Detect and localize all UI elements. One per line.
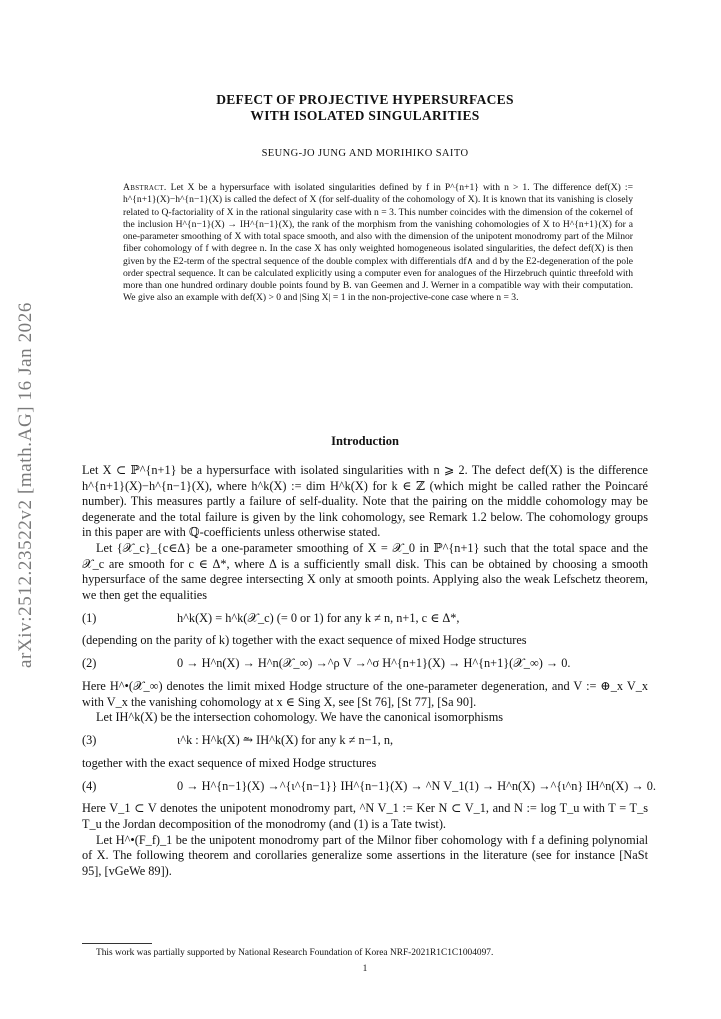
authors: SEUNG-JO JUNG AND MORIHIKO SAITO (261, 148, 469, 159)
equation-3-label: (3) (82, 732, 97, 747)
title-line-2: WITH ISOLATED SINGULARITIES (250, 108, 480, 123)
equation-1-label: (1) (82, 610, 97, 625)
abstract (123, 182, 633, 305)
equation-2 (82, 651, 648, 677)
equation-4 (82, 773, 656, 799)
paragraph-3: (depending on the parity of k) together with the exact sequence of mixed Hodge structures (82, 633, 527, 648)
equation-4-label: (4) (82, 778, 97, 793)
footnote-rule (82, 943, 152, 944)
abstract-text: Let X be a hypersurface with isolated singularities defined by f in P^{n+1} with n > 1. The difference def(X) := h^{n+1}(X)−h^{n−1}(X) is called the defect of X (for self-duality of the cohomology of X). It is known that its vanishing is closely related to Q-factoriality of X in the rational singularity case with n = 3. This number coincides with the dimension of the cokernel of the inclusion H^{n−1}(X) → IH^{n−1}(X), the rank of the morphism from the vanishing cohomologies of X to H^{n+1}(X) for a one-parameter smoothing of X with total space smooth, and also with the dimension of the unipotent monodromy part of the Milnor fiber cohomology of f with degree n. In the case X has only weighted homogeneous isolated singularities, the defect def(X) is then given by the E2-term of the spectral sequence of the double complex with differentials df∧ and d by the E2-degeneration of the pole order spectral sequence. It can be calculated explicitly using a computer even for analogues of the Hirzebruch quintic threefold with more than one hundred ordinary double points found by B. van Geemen and J. Werner in a compatible way with their computation. We give also an example with def(X) > 0 and |Sing X| = 1 in the non-projective-cone case where n = 3. (123, 182, 633, 304)
equation-3 (82, 728, 648, 754)
equation-1 (82, 605, 648, 631)
title-line-1: DEFECT OF PROJECTIVE HYPERSURFACES (216, 92, 514, 107)
footnote: This work was partially supported by National Research Foundation of Korea NRF-2021R1C1C1004097. (96, 948, 494, 958)
equation-3-body: ι^k : H^k(X) ⥲ IH^k(X) for any k ≠ n−1, n, (177, 732, 394, 747)
equation-4-body: 0 → H^{n−1}(X) →^{ι^{n−1}} IH^{n−1}(X) → ^N V_1(1) → H^n(X) →^{ι^n} IH^n(X) → 0. (177, 778, 656, 793)
equation-1-body: h^k(X) = h^k(𝒳_c) (= 0 or 1) for any k ≠ n, n+1, c ∈ Δ*, (177, 610, 460, 625)
equation-2-label: (2) (82, 656, 97, 671)
paragraph-8: Let H^•(F_f)_1 be the unipotent monodromy part of the Milnor fiber cohomology with f a defining polynomial of X. The following theorem and corollaries generalize some assertions in the literature (see for instance [NaSt 95], [vGeWe 89]). (82, 832, 648, 878)
paragraph-4: Here H^•(𝒳_∞) denotes the limit mixed Hodge structure of the one-parameter degeneration, and V := ⊕_x V_x with V_x the vanishing cohomology at x ∈ Sing X, see [St 76], [St 77], [Sa 90]. (82, 678, 648, 709)
paragraph-5: Let IH^k(X) be the intersection cohomology. We have the canonical isomorphisms (96, 710, 504, 725)
paragraph-1: Let X ⊂ ℙ^{n+1} be a hypersurface with isolated singularities with n ⩾ 2. The defect def(X) is the difference h^{n+1}(X)−h^{n−1}(X), where h^k(X) := dim H^k(X) for k ∈ ℤ (which might be called rather the Poincaré number). This measures partly a failure of self-duality. Note that the pairing on the middle cohomology may be degenerate and the total failure is given by the link cohomology, see Remark 1.2 below. The cohomology groups in this paper are with ℚ-coefficients unless otherwise stated. (82, 463, 648, 540)
paragraph-2: Let {𝒳_c}_{c∈Δ} be a one-parameter smoothing of X = 𝒳_0 in ℙ^{n+1} such that the total space and the 𝒳_c are smooth for c ∈ Δ*, where Δ is a sufficiently small disk. This can be obtained by choosing a smooth hypersurface of the same degree intersecting X only at smooth points. Applying also the weak Lefschetz theorem, we then get the equalities (82, 540, 648, 602)
paragraph-7: Here V_1 ⊂ V denotes the unipotent monodromy part, ^N V_1 := Ker N ⊂ V_1, and N := log T_u with T = T_s T_u the Jordan decomposition of the monodromy (and (1) is a Tate twist). (82, 801, 648, 831)
abstract-heading: Abstract. (123, 182, 167, 193)
paragraph-6: together with the exact sequence of mixed Hodge structures (82, 755, 377, 770)
paper-title (82, 92, 648, 124)
page-number: 1 (362, 964, 368, 974)
arxiv-identifier: arXiv:2512.23522v2 [math.AG] 16 Jan 2026 (15, 302, 36, 668)
section-title: Introduction (331, 434, 399, 448)
equation-2-body: 0 → H^n(X) → H^n(𝒳_∞) →^ρ V →^σ H^{n+1}(X) → H^{n+1}(𝒳_∞) → 0. (177, 656, 571, 671)
body-text (82, 463, 656, 879)
